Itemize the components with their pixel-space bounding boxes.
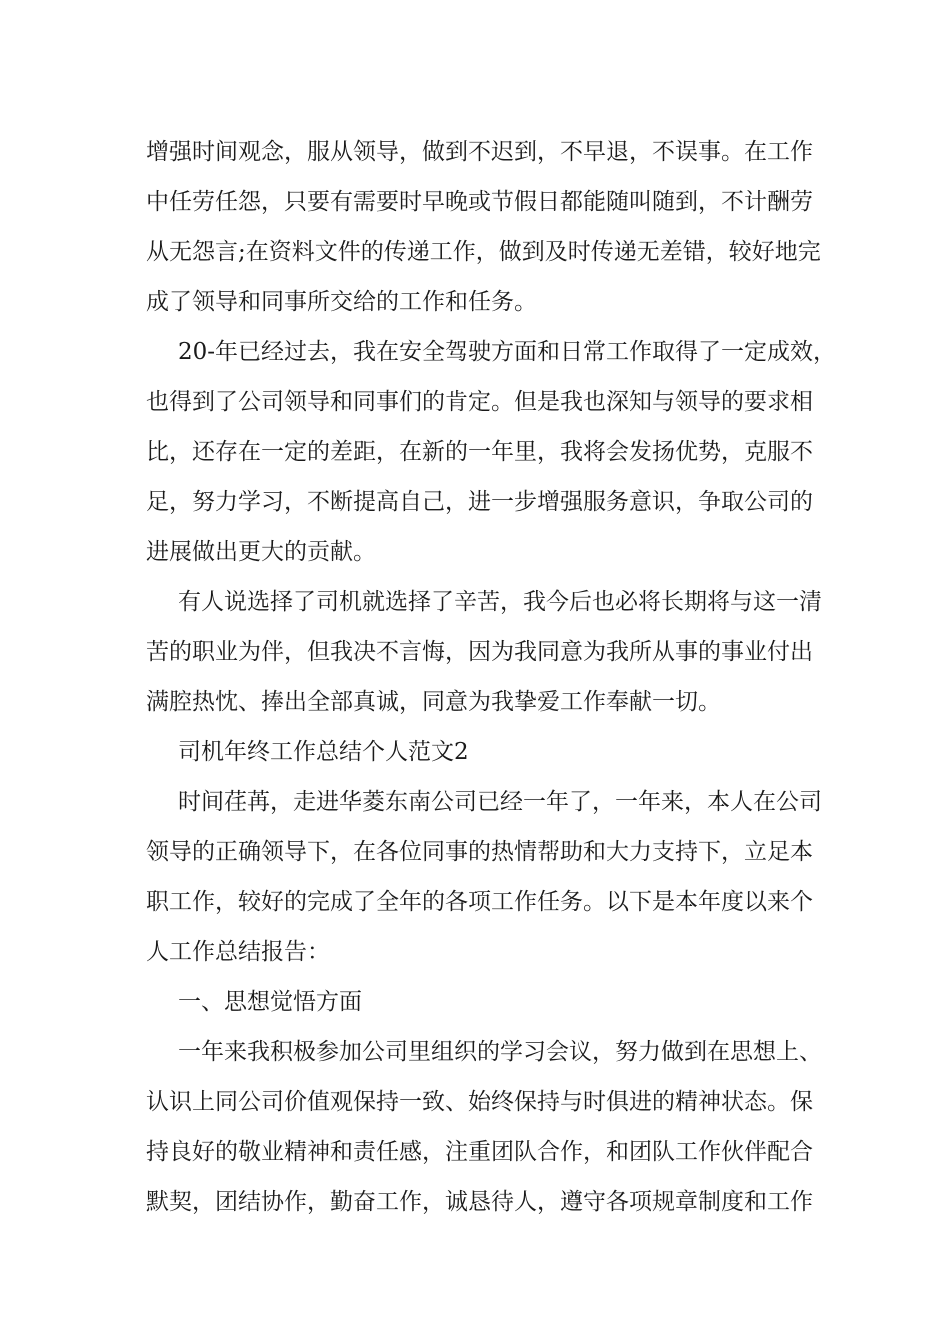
text-line: 认识上同公司价值观保持一致、始终保持与时俱进的精神状态。保 bbox=[146, 1089, 813, 1115]
text-line: 持良好的敬业精神和责任感，注重团队合作，和团队工作伙伴配合 bbox=[146, 1139, 813, 1165]
text-line: 20-年已经过去，我在安全驾驶方面和日常工作取得了一定成效， bbox=[178, 339, 837, 365]
text-line: 满腔热忱、捧出全部真诚，同意为我挚爱工作奉献一切。 bbox=[146, 689, 721, 715]
text-line: 领导的正确领导下，在各位同事的热情帮助和大力支持下，立足本 bbox=[146, 839, 813, 865]
text-line: 比，还存在一定的差距，在新的一年里，我将会发扬优势，克服不 bbox=[146, 439, 813, 465]
text-line: 中任劳任怨，只要有需要时早晚或节假日都能随叫随到，不计酬劳 bbox=[146, 189, 813, 215]
text-line: 职工作，较好的完成了全年的各项工作任务。以下是本年度以来个 bbox=[146, 889, 813, 915]
text-line: 一年来我积极参加公司里组织的学习会议，努力做到在思想上、 bbox=[178, 1039, 822, 1065]
text-line: 时间荏苒，走进华菱东南公司已经一年了，一年来，本人在公司 bbox=[178, 789, 822, 815]
text-line: 人工作总结报告： bbox=[146, 939, 330, 965]
text-line: 有人说选择了司机就选择了辛苦，我今后也必将长期将与这一清 bbox=[178, 589, 822, 615]
text-line: 从无怨言;在资料文件的传递工作，做到及时传递无差错，较好地完 bbox=[146, 239, 821, 265]
text-line: 进展做出更大的贡献。 bbox=[146, 539, 376, 565]
subsection-heading: 一、思想觉悟方面 bbox=[178, 989, 362, 1015]
text-line: 足，努力学习，不断提高自己，进一步增强服务意识，争取公司的 bbox=[146, 489, 813, 515]
section-heading: 司机年终工作总结个人范文2 bbox=[178, 739, 469, 765]
text-line: 默契，团结协作，勤奋工作，诚恳待人，遵守各项规章制度和工作 bbox=[146, 1189, 813, 1215]
text-line: 增强时间观念，服从领导，做到不迟到，不早退，不误事。在工作 bbox=[146, 139, 813, 165]
text-line: 也得到了公司领导和同事们的肯定。但是我也深知与领导的要求相 bbox=[146, 389, 813, 415]
text-line: 苦的职业为伴，但我决不言悔，因为我同意为我所从事的事业付出 bbox=[146, 639, 813, 665]
text-line: 成了领导和同事所交给的工作和任务。 bbox=[146, 289, 537, 315]
